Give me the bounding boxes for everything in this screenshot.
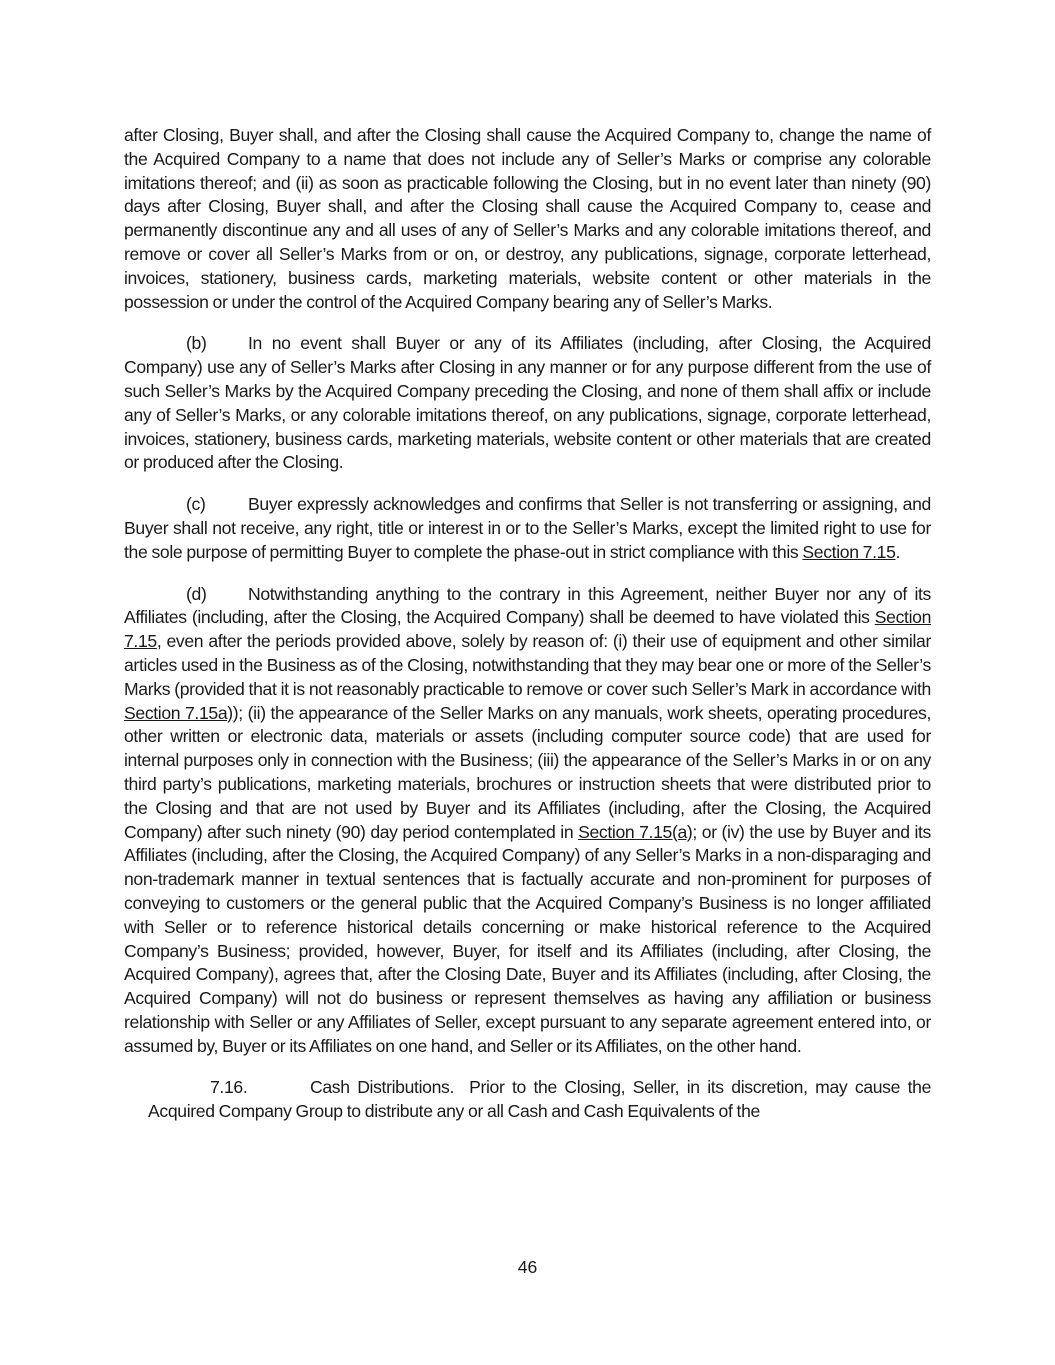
section-reference-link: Section 7.15 bbox=[124, 607, 931, 652]
page-number: 46 bbox=[517, 1257, 538, 1277]
paragraph-a-continuation bbox=[124, 124, 931, 314]
paragraph-d-text: ; or (iv) the use by Buyer and its Affiliates (including, after the Closing, the Acquired Company) of any Seller’s Marks in a non-disparaging and non-trademark manner in textual sentences that is factually accurate and non-prominent for purposes of conveying to customers or the general public that the Acquired Company’s Business is no longer affiliated with Seller or to reference historical details concerning or make historical reference to the Acquired Company’s Business; provided, however, Buyer, for itself and its Affiliates (including, after Closing, the Acquired Company), agrees that, after the Closing Date, Buyer and its Affiliates (including, after Closing, the Acquired Company) will not do business or represent themselves as having any affiliation or business relationship with Seller or any Affiliates of Seller, except pursuant to any separate agreement entered into, or assumed by, Buyer or its Affiliates on one hand, and Seller or its Affiliates, on the other hand. bbox=[124, 821, 932, 1056]
section-heading: Cash Distributions. bbox=[310, 1077, 454, 1098]
section-number: 7.16. bbox=[210, 1077, 248, 1098]
section-reference-link: Section 7.15a) bbox=[124, 702, 233, 723]
paragraph-d bbox=[124, 583, 931, 1059]
paragraph-d-text: ); (ii) the appearance of the Seller Marks on any manuals, work sheets, operating procedures, other written or electronic data, materials or assets (including computer source code) that are used for internal purposes only in connection with the Business; (iii) the appearance of the Seller’s Marks in or on any third party’s publications, marketing materials, brochures or instruction sheets that were distributed prior to the Closing and that are not used by Buyer and its Affiliates (including, after the Closing, the Acquired Company) after such ninety (90) day period contemplated in bbox=[124, 702, 931, 842]
section-text: Prior to the Closing, Seller, in its discretion, may cause the Acquired Company Group to distribute any or all Cash and Cash Equivalents of the bbox=[148, 1077, 932, 1122]
paragraph-c-text: Buyer expressly acknowledges and confirms that Seller is not transferring or assigning, and Buyer shall not receive, any right, title or interest in or to the Seller’s Marks, except the limited right to use for the sole purpose of permitting Buyer to complete the phase-out in strict compliance with this bbox=[124, 494, 931, 562]
paragraph-d-label: (d) bbox=[186, 583, 207, 604]
section-7-16 bbox=[124, 1076, 931, 1124]
paragraph-c bbox=[124, 493, 931, 564]
paragraph-c-text-end: . bbox=[895, 541, 901, 562]
paragraph-b-text: In no event shall Buyer or any of its Affiliates (including, after Closing, the Acquired Company) use any of Seller’s Marks after Closing in any manner or for any purpose different from the use of such Seller’s Marks by the Acquired Company preceding the Closing, and none of them shall affix or include any of Seller’s Marks, or any colorable imitations thereof, on any publications, signage, corporate letterhead, invoices, stationery, business cards, marketing materials, website content or other materials that are created or produced after the Closing. bbox=[124, 333, 931, 473]
paragraph-b-label: (b) bbox=[186, 333, 207, 354]
paragraph-d-text: , even after the periods provided above, solely by reason of: (i) their use of equipment and other similar articles used in the Business as of the Closing, notwithstanding that they may bear one or more of the Seller’s Marks (provided that it is not reasonably practicable to remove or cover such Seller’s Mark in accordance with bbox=[124, 631, 931, 699]
document-body bbox=[124, 124, 931, 1124]
section-reference-link: Section 7.15(a) bbox=[578, 821, 693, 842]
paragraph-d-text: Notwithstanding anything to the contrary in this Agreement, neither Buyer nor any of its Affiliates (including, after the Closing, the Acquired Company) shall be deemed to have violated this bbox=[124, 583, 931, 628]
paragraph-a-text: after Closing, Buyer shall, and after the Closing shall cause the Acquired Company to, change the name of the Acquired Company to a name that does not include any of Seller’s Marks or comprise any colorable imitations thereof; and (ii) as soon as practicable following the Closing, but in no event later than ninety (90) days after Closing, Buyer shall, and after the Closing shall cause the Acquired Company to, cease and permanently discontinue any and all uses of any of Seller’s Marks and any colorable imitations thereof, and remove or cover all Seller’s Marks from or on, or destroy, any publications, signage, corporate letterhead, invoices, stationery, business cards, marketing materials, website content or other materials in the possession or under the control of the Acquired Company bearing any of Seller’s Marks. bbox=[124, 125, 931, 312]
paragraph-b bbox=[124, 332, 931, 475]
section-reference-link: Section 7.15 bbox=[802, 541, 896, 562]
paragraph-c-label: (c) bbox=[186, 494, 206, 515]
